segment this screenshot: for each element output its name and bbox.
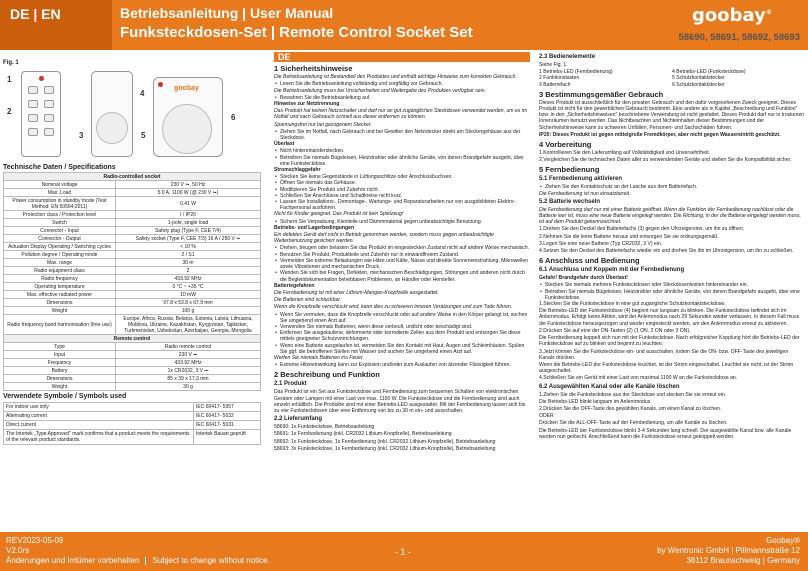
subsection-heading: 5.1 Fernbedienung aktivieren [539, 176, 623, 183]
socket-front [153, 77, 223, 157]
list-item: 2.Drücken Sie auf eine der ON-Tasten (2) (1 ON, 2 ON oder 3 ON). [539, 327, 691, 334]
bullet: • Stecken Sie keine Gegenstände in Lüftungsschlitze oder Anschlussbuchsen. [274, 174, 530, 180]
table-row [4, 197, 261, 211]
spec-label: Max. effective radiated power [4, 291, 116, 299]
bullet: • Öffnen Sie niemals das Gehäuse. [274, 180, 530, 186]
paragraph: Die Fernbedienung ist nun einsatzbereit. [539, 190, 631, 197]
bullet: • Bewahren Sie die Betriebsanleitung auf. [274, 95, 530, 101]
footer-bar [0, 532, 808, 571]
list-item: ODER [539, 413, 554, 420]
paragraph: Die Batterien sind schluckbar. [274, 297, 342, 304]
table-row [4, 211, 261, 219]
paragraph: Dieses Produkt ist ausschließlich für den privaten Gebrauch und den dafür vorgesehenen Zweck geeignet. Dieses Produkt ist nicht für den gewerblichen Gebrauch bestimmt. Eine andere als in Kapitel „Beschreibung und Funktion" bzw. in den „Sicherheitshinweisen" beschriebene Verwendung ist nicht gestattet. Dieses Produkt darf nur in trockenen Innenräumen benutzt werden. Das Nichtbeachten und Nichteinhalten dieser Bestimmungen und der Sicherheitshinweise kann zu schweren Unfällen, Personen- und Sachschäden führen. [539, 99, 805, 131]
table-row [4, 275, 261, 283]
paragraph: Wenn die Knopfzelle verschluckt wird, kann dies zu schweren inneren Verätzungen und zum Tode führen. [274, 304, 513, 311]
subsection-heading: 2.2 Lieferumfang [274, 416, 323, 423]
warning-label: Gefahr! Brandgefahr durch Überlast! [539, 275, 628, 282]
spec-label: Dimensions [4, 375, 116, 383]
spec-label: Max. range [4, 259, 116, 267]
column-left [3, 58, 263, 530]
list-item: 2.Nehmen Sie die leere Batterie heraus und entsorgen Sie sie ordnungsgemäß. [539, 233, 719, 240]
table-row [4, 307, 261, 315]
spec-value: 10 mW [116, 291, 261, 299]
spec-value: 230 V ⏦, 50 Hz [116, 181, 261, 189]
de-tag: DE [274, 52, 530, 62]
spec-value: 85 x 39 x 17.3 mm [116, 375, 261, 383]
bullet: • Lesen Sie die Betriebsanleitung vollständig und sorgfältig vor Gebrauch. [274, 81, 530, 87]
footer-brand: Goobay® [766, 536, 800, 545]
spec-value: 97.8 x 53.8 x 67.9 mm [116, 299, 261, 307]
list-item: Die Betriebs-LED der Funksteckdose blinkt 3-4 Sekunden lang schnell. Der ausgewählte Kanal bzw. alle Kanäle wurden nun gelöscht. Anschließend kann die Funksteckdose erneut gekoppelt werden. [539, 427, 792, 440]
manual-title: Betriebsanleitung | User Manual [120, 5, 334, 21]
list-item: 3.Legen Sie eine neue Batterie (Typ CR2032, 3 V) ein. [539, 240, 663, 247]
table-row [4, 259, 261, 267]
table-row [4, 343, 261, 351]
table-row [4, 359, 261, 367]
spec-label: Weight [4, 307, 116, 315]
button-icon [44, 86, 54, 94]
remote-led-icon [39, 76, 44, 81]
list-item: Drücken Sie die ALL-OFF-Taste auf der Fernbedienung, um alle Kanäle zu löschen. [539, 420, 728, 427]
subsection-heading: 2.1 Produkt [274, 381, 307, 388]
socket-led-icon [158, 82, 163, 87]
control-item: 6 Schutzkontaktstecker [672, 81, 725, 88]
list-item: 58692: 1x Funksteckdose, 1x Fernbedienung (inkl. CR2032 Lithium-Knopfzelle), Betriebsanleitung [274, 438, 496, 445]
model-numbers: 58690, 58691, 58692, 58693 [678, 32, 800, 43]
spec-label: Battery [4, 367, 116, 375]
spec-value: Safety socket (Type F, CEE 7/3) 16 A / 250 V ⏦ [116, 235, 261, 243]
paragraph: Die Fernbedienung ist mit einer Lithium-Mangan-Knopfzelle ausgestattet. [274, 289, 439, 296]
spec-value: 5.0 A, 1100 W (@ 230 V ⏦) [116, 189, 261, 197]
symbols-title: Verwendete Symbole / Symbols used [3, 393, 127, 401]
paragraph: Das Produkt hat keinen Netzschalter und darf nur an gut zugänglichen Steckdosen verwendet werden, um es im Notfall und nach Gebrauch schnell aus dieser entfernen zu können. [274, 108, 528, 121]
button-icon [44, 128, 54, 136]
bullet: • Nicht hintereinanderstecken. [274, 148, 530, 154]
paragraph: IP20: Dieses Produkt ist gegen mittelgroße Fremdkörper, aber nicht gegen Wassereintritt geschützt. [539, 131, 781, 138]
spec-value: 2 [116, 267, 261, 275]
spec-label: Type [4, 343, 116, 351]
subsection-heading: 6.2 Ausgewählten Kanal oder alle Kanäle löschen [539, 383, 680, 390]
spec-value: Europe, Africa, Russia, Belarus, Estonia, Latvia, Lithuania, Moldova, Ukraine, Kazakhstan, Kyrgyzstan, Tajikistan, Turkmenistan, Uzbekistan, Azerbaijan, Georgia, Mongolia [116, 315, 261, 335]
spec-label: Connector - Output [4, 235, 116, 243]
bullet: • Betreiben Sie niemals Bügeleisen, Heizstrahler oder ähnliche Geräte, von denen Brandgefahr ausgeht, über eine Funksteckdose. [539, 289, 805, 301]
disclaimer-en: Subject to change without notice. [152, 556, 270, 565]
list-item: 58691: 1x Fernbedienung (inkl. CR2032 Lithium-Knopfzelle), Betriebsanleitung [274, 431, 452, 438]
table-row [4, 283, 261, 291]
callout-1: 1 [7, 75, 12, 84]
table-section-row [4, 173, 261, 181]
spec-value: 0.41 W [116, 197, 261, 211]
control-item: 5 Schutzkontaktstecker [672, 75, 725, 82]
subsection-heading: 2.3 Bedienelemente [539, 54, 596, 60]
callout-5: 5 [141, 131, 146, 140]
tech-data-title: Technische Daten / Specifications [3, 164, 116, 171]
section-6-heading: 6 Anschluss und Bedienung [539, 256, 640, 266]
symbol-reference: IEC 60417- 5031 [194, 421, 261, 430]
disclaimer-de: Änderungen und Irrtümer vorbehalten [6, 556, 140, 565]
bullet: • Wenn Sie vermuten, dass die Knopfzelle verschluckt oder auf andere Weise in den Körper gelangt ist, suchen Sie umgehend einen Arzt auf. [274, 312, 530, 324]
list-item: Die Betriebs-LED blinkt langsam im Anlernmodus. [539, 398, 652, 405]
button-icon [44, 114, 54, 122]
symbol-reference: Intertek Bauart geprüft [194, 430, 261, 445]
footer-right [657, 536, 800, 566]
spec-label: Radio equipment class [4, 267, 116, 275]
fig1-label: Fig. 1 [3, 60, 19, 66]
list-item: 3.Jetzt können Sie die Funksteckdose ein- und ausschalten, indem Sie die ON- bzw. OFF-Taste des jeweiligen Kanals drücken. [539, 348, 789, 361]
table-row [4, 227, 261, 235]
list-item: 1.Kontrollieren Sie den Lieferumfang auf Vollständigkeit und Unversehrtheit. [539, 150, 711, 157]
socket-brand: goobay [174, 85, 199, 92]
list-item: 4.Setzen Sie den Deckel des Batteriefachs wieder ein und drehen Sie ihn im Uhrzeigersinn, um ihn zu schließen. [539, 248, 794, 255]
bullet: • Schließen Sie Anschlüsse und Schaltkreise nicht kurz. [274, 193, 530, 199]
spec-label: Weight [4, 383, 116, 391]
list-item: Die Betriebs-LED der Funksteckdose (4) beginnt nun langsam zu blinken. Die Funksteckdose befindet sich im Anlernmodus. Erfolgt keine Aktion, wird der Anlernmodus nach 29 Sekunden wieder verlassen. In diesem Fall muss die Funksteckdose herausgezogen und wieder eingesteckt werden, um den Anlernmodus erneut zu aktivieren. [539, 308, 800, 327]
button-icon [28, 114, 38, 122]
control-item: 4 Betriebs-LED (Funksteckdose) [672, 69, 746, 76]
control-item: 1 Betriebs-LED (Fernbedienung) [539, 69, 613, 76]
list-item: 1.Stecken Sie die Funksteckdose in eine gut zugängliche Schutzkontaktsteckdose. [539, 301, 726, 308]
table-row [4, 430, 261, 445]
paragraph: Die Betriebsanleitung ist Bestandteil des Produktes und enthält wichtige Hinweise zum korrekten Gebrauch. [274, 74, 517, 81]
table-row [4, 251, 261, 259]
subheading: Betriebs- und Lagerbedingungen [274, 224, 355, 231]
spec-label: Switch [4, 219, 116, 227]
list-item: Wenn die Betriebs-LED der Funksteckdose leuchtet, ist der Strom eingeschaltet. Leuchtet sie nicht, ist der Strom ausgeschaltet. [539, 361, 794, 375]
page-number: - 1 - [395, 547, 412, 557]
button-icon [28, 100, 38, 108]
callout-6: 6 [231, 113, 236, 122]
section-2-heading: 2 Beschreibung und Funktion [274, 370, 380, 380]
spec-label: Radio frequency band harmonisation (free use) [4, 315, 116, 335]
callout-2: 2 [7, 107, 12, 116]
battery-compartment-icon [96, 112, 128, 144]
spec-value: I / IP20 [116, 211, 261, 219]
paragraph: Werfen Sie niemals Batterien ins Feuer. [274, 354, 364, 361]
button-icon [28, 128, 38, 136]
symbol-description: Direct current [4, 421, 194, 430]
section-5-heading: 5 Fernbedienung [539, 165, 600, 175]
spec-label: Connector - Input [4, 227, 116, 235]
bullet: • Wenn eine Batterie ausgelaufen ist, vermeiden Sie den Kontakt mit Haut, Augen und Schleimhäuten. Spülen Sie ggf. die betroffenen Stellen mit Wasser und suchen Sie umgehend einen Arzt auf. [274, 343, 530, 355]
spec-value: Safety plug (Type F, CEE 7/4) [116, 227, 261, 235]
subheading: Batteriegefahren [274, 282, 315, 289]
bullet: • Betreiben Sie niemals Bügeleisen, Heizstrahler oder ähnliche Geräte, von denen Brandgefahr ausgeht, über eine Funksteckdose. [274, 155, 530, 167]
table-section-label: Radio-controlled socket [4, 173, 261, 181]
table-row [4, 351, 261, 359]
spec-value: < 10 % [116, 243, 261, 251]
bullet: • Sichern Sie Verpackung, Kleinteile und Dämmmaterial gegen unbeabsichtigte Benutzung. [274, 219, 530, 225]
language-tag: DE | EN [0, 0, 112, 50]
table-row [4, 189, 261, 197]
spec-label: Radio frequency [4, 275, 116, 283]
table-row [4, 403, 261, 412]
subheading: Stromschlaggefahr [274, 167, 321, 174]
table-row [4, 367, 261, 375]
table-row [4, 267, 261, 275]
spec-value: 1-pole, single load [116, 219, 261, 227]
subheading: Hinweise zur Netztrennung [274, 101, 340, 108]
list-item: 2.Vergleichen Sie die technischen Daten aller zu verwendenden Geräte und stellen Sie die Kompatibilität sicher. [539, 157, 792, 164]
spec-label: Input [4, 351, 116, 359]
spec-label: Power consumption in standby mode (Test Method: EN 50564:2011) [4, 197, 116, 211]
bullet: • Extreme Hitzeeinwirkung kann zur Explosion und/oder zum Auslaufen von ätzender Flüssigkeit führen. [274, 362, 530, 368]
spec-value: 0 °C ~ +35 °C [116, 283, 261, 291]
bullet: • Drehen, beugen oder belasten Sie das Produkt im eingesteckten Zustand nicht auf andere Weise mechanisch. [274, 245, 530, 251]
table-row [4, 375, 261, 383]
subheading: Überlast [274, 141, 295, 148]
paragraph: Spannungsfrei nur bei gezogenem Stecker. [274, 121, 372, 128]
tech-data-table [3, 172, 261, 391]
spec-value: Radio remote control [116, 343, 261, 351]
callout-3: 3 [79, 131, 84, 140]
spec-value: 433.92 MHz [116, 275, 261, 283]
table-section-label: Remote control [4, 335, 261, 343]
section-4-heading: 4 Vorbereitung [539, 140, 592, 150]
spec-label: Frequency [4, 359, 116, 367]
list-item: 1.Drehen Sie den Deckel des Batteriefachs (3) gegen den Uhrzeigersinn, um ihn zu öffnen. [539, 226, 745, 233]
symbol-description: The Intertek „Type Approved" mark confirms that a product meets the requirements of the relevant product standards. [4, 430, 194, 445]
company-address: by Wentronic GmbH | Pillmannstraße 12 [657, 546, 800, 555]
control-item: 2 Funktionstasten [539, 75, 580, 82]
revision: REV2023-05-09 [6, 536, 64, 545]
symbols-table [3, 402, 261, 445]
column-middle [274, 52, 530, 530]
paragraph: Die Fernbedienung darf nur mit einer Batterie geöffnet. Wenn die Funktion der Fernbedienung nachlässt oder die Batterie leer ist, muss eine neue Batterie eingelegt werden. Die Richtung, in der die Batterie eingelegt werden muss, ist auf dem Produkt gekennzeichnet. [539, 206, 801, 226]
spec-value: 2 / S1 [116, 251, 261, 259]
bullet: • Ziehen Sie den Kontaktschutz an der Lasche aus dem Batteriefach. [539, 184, 805, 190]
table-row [4, 412, 261, 421]
remote-control-back [91, 71, 133, 157]
spec-label: Operating temperature [4, 283, 116, 291]
subsection-heading: 5.2 Batterie wechseln [539, 198, 601, 205]
paragraph: Das Produkt ist ein Set aus Funksteckdose und Fernbedienung zum bequemen Schalten von elektronischen Geräten oder Lampen mit einer Last von max. 1100 W. Die Funksteckdose und die Fernbedienung sind auch einzeln erhältlich. Die Produkte sind mit einer Betriebs-LED ausgestattet. Mit der Fernbedienung lassen sich bis zu vier Funksteckdosen über eine Entfernung von bis zu 30 m ein- und ausschalten. [274, 389, 526, 414]
section-1-heading: 1 Sicherheitshinweise [274, 64, 353, 74]
list-item: 4.Schließen Sie ein Gerät mit einer Last von maximal 1100 W an die Funksteckdose an. [539, 375, 738, 382]
spec-label: Nominal voltage [4, 181, 116, 189]
spec-value: 30 g [116, 383, 261, 391]
section-3-heading: 3 Bestimmungsgemäßer Gebrauch [539, 89, 664, 99]
bullet: • Vermeiden Sie extreme Belastungen wie Hitze und Kälte, Nässe und direkte Sonneneinstrahlung, Mikrowellen sowie Vibrationen und mechanischen Druck. [274, 258, 530, 270]
callout-4: 4 [140, 89, 145, 98]
bullet: • Lassen Sie Installations-, Demontage-, Wartungs- und Reparaturarbeiten nur von ausgebildeten Elektro-Fachpersonal ausführen. [274, 199, 530, 211]
symbol-reference: IEC 60417- 5957 [194, 403, 261, 412]
paragraph: Die Betriebsanleitung muss bei Unsicherheiten und Weitergabe des Produktes verfügbar sein. [274, 87, 486, 94]
bullet: • Verwenden Sie niemals Batterien, wenn diese verbeult, undicht oder beschädigt sind. [274, 324, 530, 330]
subsection-heading: 6.1 Anschluss und Koppeln mit der Fernbedienung [539, 267, 685, 274]
spec-value: 230 V ⎓ [116, 351, 261, 359]
table-row [4, 181, 261, 189]
symbol-reference: IEC 60417- 5032 [194, 412, 261, 421]
spec-value: 30 m [116, 259, 261, 267]
bullet: • Modifizieren Sie Produkt und Zubehör nicht. [274, 187, 530, 193]
symbol-description: For indoor use only [4, 403, 194, 412]
bullet: • Ziehen Sie im Notfall, nach Gebrauch und bei Gewitter den Netzstecker direkt am Steckergehäuse aus der Steckdose. [274, 129, 530, 141]
paragraph: Nicht für Kinder geeignet. Das Produkt ist kein Spielzeug! [274, 211, 404, 218]
column-right [539, 52, 805, 530]
table-row [4, 291, 261, 299]
button-icon [28, 86, 38, 94]
symbol-description: Alternating current [4, 412, 194, 421]
spec-label: Protection class / Protection level [4, 211, 116, 219]
control-item: 3 Batteriefach [539, 81, 571, 88]
spec-label: Dimensions [4, 299, 116, 307]
paragraph: Ein defektes Gerät darf nicht in Betrieb genommen werden, sondern muss gegen unbeabsichtigte Weiterbenutzung gesichert werden. [274, 232, 495, 245]
table-section-row [4, 335, 261, 343]
spec-value: 433.92 MHz [116, 359, 261, 367]
spec-label: Max. Load [4, 189, 116, 197]
spec-label: Actuation Display Operating / Switching cycles [4, 243, 116, 251]
table-row [4, 383, 261, 391]
bullet: • Stecken Sie niemals mehrere Funksteckdosen oder Steckdosenleisten hintereinander ein. [539, 282, 805, 288]
remote-control-front [21, 71, 61, 157]
paragraph: Siehe Fig. 1. [539, 62, 568, 68]
bullet: • Benutzen Sie Produkt, Produktteile und Zubehör nur in einwandfreiem Zustand. [274, 252, 530, 258]
button-icon [44, 100, 54, 108]
table-row [4, 299, 261, 307]
socket-outlet-icon [162, 104, 212, 154]
goobay-logo: goobay® [692, 5, 772, 26]
bullet: • Wenden Sie sich bei Fragen, Defekten, mechanischen Beschädigungen, Störungen und anderen nicht durch die Begleitdokumentation behebbaren Problemen, an Händler oder Hersteller. [274, 270, 530, 282]
list-item: 58693: 3x Funksteckdose, 1x Fernbedienung (inkl. CR2032 Lithium-Knopfzelle), Betriebsanleitung [274, 445, 496, 452]
table-row [4, 315, 261, 335]
table-row [4, 243, 261, 251]
table-row [4, 421, 261, 430]
version: V2.0rs [6, 546, 30, 555]
bullet: • Entfernen Sie ausgelaufene, deformierte oder korrodierte Zellen aus dem Produkt und entsorgen Sie diese mittels geeigneter Schutzvorrichtungen. [274, 330, 530, 342]
list-item: Die Fernbedienung koppelt sich nun mit der Funksteckdose. Nach erfolgreicher Kopplung hört die Betriebs-LED der Funksteckdose auf zu blinken und beginnt zu leuchten. [539, 335, 800, 348]
spec-value: 1x CR2032, 3 V ⎓ [116, 367, 261, 375]
company-city: 38112 Braunschweig | Germany [686, 556, 800, 565]
spec-label: Pollution degree / Operating mode [4, 251, 116, 259]
footer-left [6, 536, 270, 566]
table-row [4, 235, 261, 243]
table-row [4, 219, 261, 227]
list-item: 58690: 1x Funksteckdose, Betriebsanleitung [274, 424, 375, 431]
product-title: Funksteckdosen-Set | Remote Control Socket Set [120, 24, 473, 41]
spec-value: 100 g [116, 307, 261, 315]
product-figure [3, 69, 263, 161]
list-item: 1.Ziehen Sie die Funksteckdose aus der Steckdose und stecken Sie sie erneut ein. [539, 391, 727, 398]
list-item: 2.Drücken Sie die OFF-Taste des gewählten Kanals, um einen Kanal zu löschen. [539, 405, 722, 412]
